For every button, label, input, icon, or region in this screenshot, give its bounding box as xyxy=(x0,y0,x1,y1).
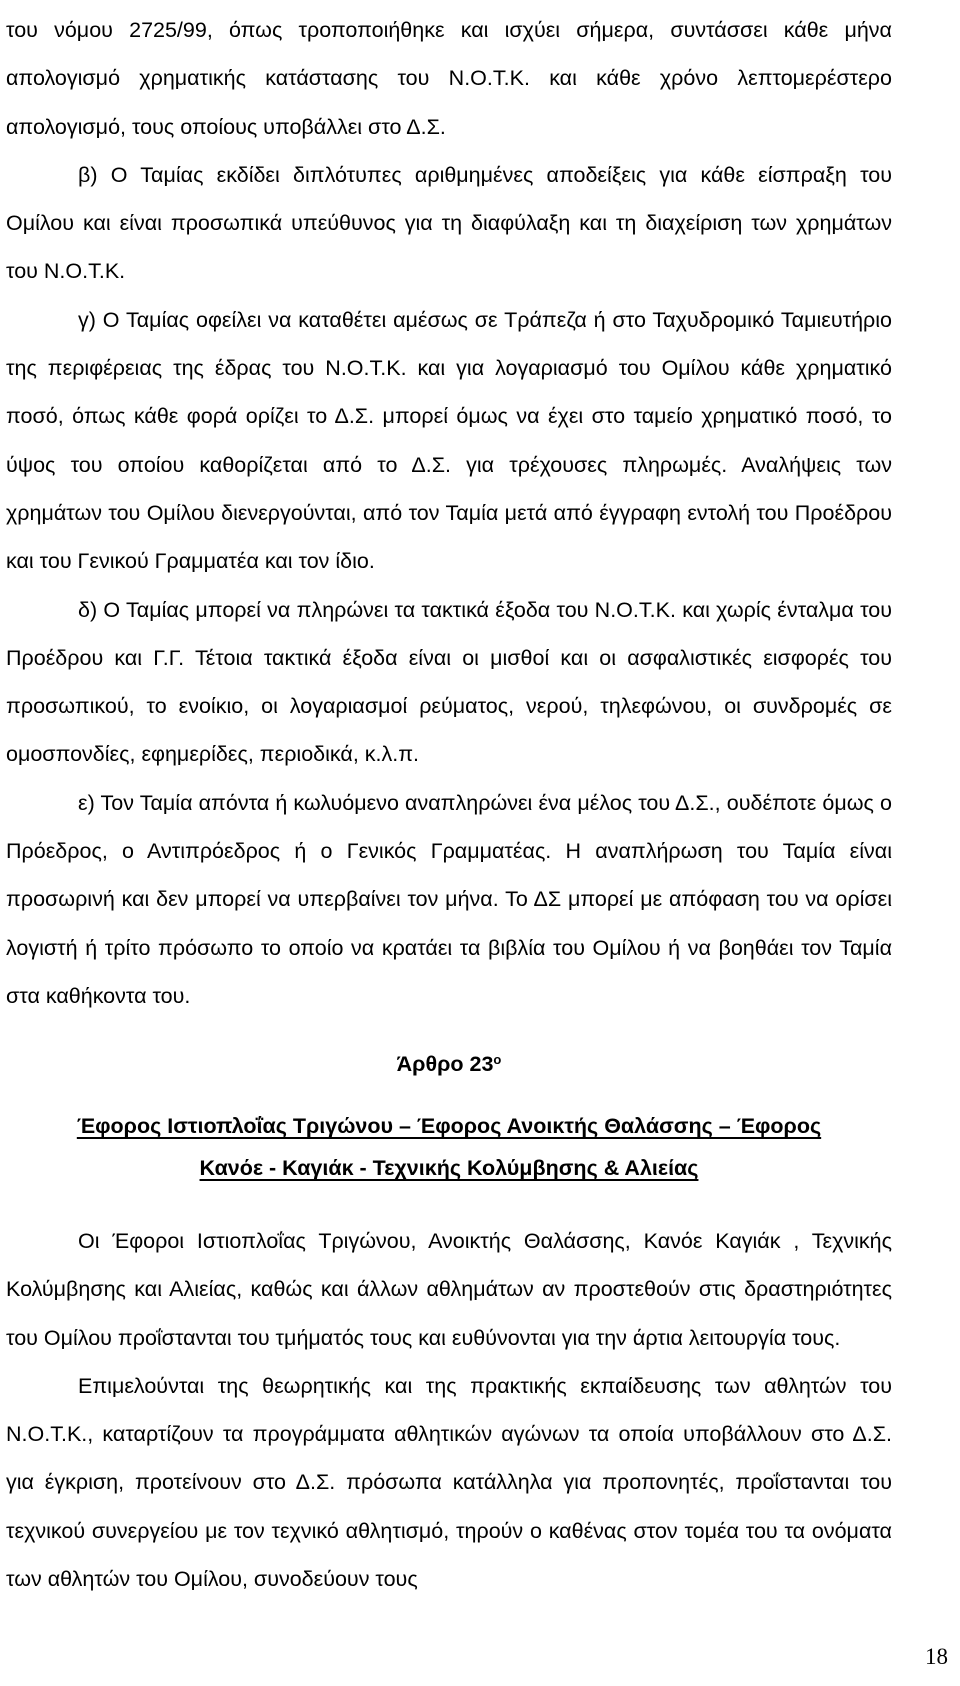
article-title xyxy=(6,1049,892,1079)
paragraph-item-b: β) Ο Ταμίας εκδίδει διπλότυπες αριθμημένες αποδείξεις για κάθε είσπραξη του Ομίλου και είναι προσωπικά υπεύθυνος για τη διαφύλαξη και τη διαχείριση των χρημάτων του Ν.Ο.Τ.Κ. xyxy=(6,162,892,284)
bottom-text-section xyxy=(6,1217,892,1603)
paragraph-ephors-intro: Οι Έφοροι Ιστιοπλοΐας Τριγώνου, Ανοικτής Θαλάσσης, Κανόε Καγιάκ , Τεχνικής Κολύμβησης και Αλιείας, καθώς και άλλων αθλημάτων αν προστεθούν στις δραστηριότητες του Ομίλου προΐστανται του τμήματός τους και ευθύνονται για την άρτια λειτουργία τους. xyxy=(6,1229,892,1350)
paragraph-item-d: δ) Ο Ταμίας μπορεί να πληρώνει τα τακτικά έξοδα του Ν.Ο.Τ.Κ. και χωρίς ένταλμα του Προέδρου και Γ.Γ. Τέτοια τακτικά έξοδα είναι οι μισθοί και οι ασφαλιστικές εισφορές του προσωπικού, το ενοίκιο, οι λογαριασμοί ρεύματος, νερού, τηλεφώνου, οι συνδρομές σε ομοσπονδίες, εφημερίδες, περιοδικά, κ.λ.π. xyxy=(6,597,892,767)
paragraph-ephors-duties: Επιμελούνται της θεωρητικής και της πρακτικής εκπαίδευσης των αθλητών του Ν.Ο.Τ.Κ., καταρτίζουν τα προγράμματα αθλητικών αγώνων τα οποία υποβάλλουν στο Δ.Σ. για έγκριση, προτείνουν στο Δ.Σ. πρόσωπα κατάλληλα για προπονητές, προΐστανται του τεχνικού συνεργείου με τον τεχνικό αθλητισμό, τηρούν ο καθένας στον τομέα του τα ονόματα των αθλητών του Ομίλου, συνοδεύουν τους xyxy=(6,1373,892,1592)
article-subtitle-line-1 xyxy=(6,1111,892,1141)
article-title-superscript: ο xyxy=(493,1052,502,1067)
article-subtitle-line-2 xyxy=(6,1153,892,1183)
top-text-section xyxy=(6,6,892,1020)
article-subtitle-text-2: Κανόε - Καγιάκ - Τεχνικής Κολύμβησης & Αλιείας xyxy=(199,1156,699,1180)
page-number: 18 xyxy=(925,1644,948,1669)
article-title-text: Άρθρο 23 xyxy=(396,1052,494,1076)
paragraph-continuation: του νόμου 2725/99, όπως τροποποιήθηκε και ισχύει σήμερα, συντάσσει κάθε μήνα απολογισμό χρηματικής κατάστασης του Ν.Ο.Τ.Κ. και κάθε χρόνο λεπτομερέστερο απολογισμό, τους οποίους υποβάλλει στο Δ.Σ. xyxy=(6,18,892,139)
article-subtitle-text-1: Έφορος Ιστιοπλοΐας Τριγώνου – Έφορος Ανοικτής Θαλάσσης – Έφορος xyxy=(76,1114,822,1138)
paragraph-item-e: ε) Τον Ταμία απόντα ή κωλυόμενο αναπληρώνει ένα μέλος του Δ.Σ., ουδέποτε όμως ο Πρόεδρος, ο Αντιπρόεδρος ή ο Γενικός Γραμματέας. Η αναπλήρωση του Ταμία είναι προσωρινή και δεν μπορεί να υπερβαίνει τον μήνα. Το ΔΣ μπορεί με απόφαση του να ορίσει λογιστή ή τρίτο πρόσωπο το οποίο να κρατάει τα βιβλία του Ομίλου ή να βοηθάει τον Ταμία στα καθήκοντα του. xyxy=(6,790,892,1008)
paragraph-item-c: γ) Ο Ταμίας οφείλει να καταθέτει αμέσως σε Τράπεζα ή στο Ταχυδρομικό Ταμιευτήριο της περιφέρειας της έδρας του Ν.Ο.Τ.Κ. και για λογαριασμό του Ομίλου κάθε χρηματικό ποσό, όπως κάθε φορά ορίζει το Δ.Σ. μπορεί όμως να έχει στο ταμείο χρηματικό ποσό, το ύψος του οποίου καθορίζεται από το Δ.Σ. για τρέχουσες πληρωμές. Αναλήψεις των χρημάτων του Ομίλου διενεργούνται, από τον Ταμία μετά από έγγραφη εντολή του Προέδρου και του Γενικού Γραμματέα και τον ίδιο. xyxy=(6,307,892,574)
